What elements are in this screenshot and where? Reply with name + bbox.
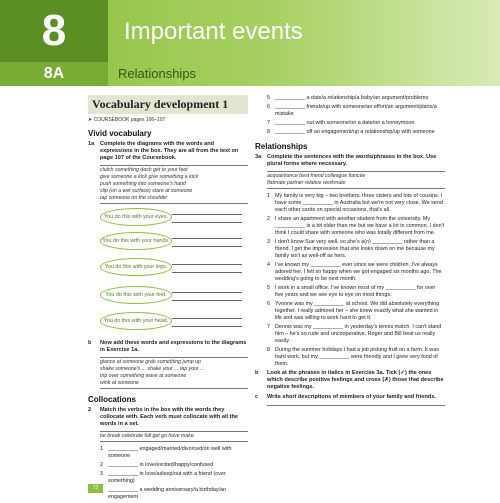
word-box-line: tap someone on the shoulder	[100, 195, 168, 201]
sentence-item	[267, 347, 445, 368]
item-text: __________ a wedding anniversary/a birthday/an engagement	[108, 487, 227, 500]
word-box-line: slip (on a wet surface) stare at someone	[100, 188, 193, 194]
question-number: b	[88, 340, 92, 346]
question-text: Write short descriptions of members of your family and friends.	[267, 394, 436, 400]
answer-line[interactable]	[172, 238, 242, 239]
vocabulary-development-title: Vocabulary development 1	[88, 95, 248, 114]
list-item	[267, 120, 445, 127]
question-text: Complete the sentences with the words/phrases in the box. Use plural forms where necessary.	[267, 154, 437, 167]
item-text: During the summer holidays I had a job picking fruit on a farm. It was hard work, but my __________ were friendly and I grew very fond of them.	[275, 347, 439, 367]
diagram-oval-legs: You do this with your legs.	[100, 258, 172, 276]
word-box-relationships	[267, 171, 445, 189]
diagram-oval-head: You do this with your head.	[100, 312, 172, 330]
question-number: 2	[88, 407, 92, 413]
item-number: 2	[267, 216, 270, 222]
item-number: 3	[100, 471, 103, 477]
item-text: Dennis was my __________ in yesterday's tennis match. I can't stand him – he's so rude and uncooperative. Roger and Bill beat us really easily.	[275, 324, 442, 344]
item-number: 7	[267, 120, 270, 126]
question-text: Now add these words and expressions to the diagrams in Exercise 1a.	[100, 340, 247, 353]
item-number: 5	[267, 285, 270, 291]
unit-title: Important events	[124, 18, 303, 45]
word-box-1	[100, 165, 248, 204]
answer-line[interactable]	[172, 326, 242, 327]
sentence-item	[267, 193, 445, 214]
word-box-line: clutch something dash get to your feet	[100, 167, 188, 173]
item-number: 6	[267, 301, 270, 307]
item-number: 4	[267, 262, 270, 268]
item-number: 1	[100, 446, 103, 452]
word-box-line: wink at someone	[100, 380, 139, 386]
sentence-item	[267, 216, 445, 237]
answer-line[interactable]	[172, 318, 242, 319]
list-item	[267, 129, 445, 136]
sentence-item	[267, 324, 445, 345]
item-number: 8	[267, 347, 270, 353]
collocations-heading: Collocations	[88, 395, 137, 404]
question-text: Look at the phrases in italics in Exercise 3a. Tick (✓) the ones which describe positive feelings and cross (✗) those that describe negative feelings.	[267, 370, 444, 390]
unit-number: 8	[0, 0, 108, 62]
sentence-item	[267, 239, 445, 260]
sentence-item	[267, 285, 445, 299]
item-number: 3	[267, 239, 270, 245]
list-item	[100, 487, 248, 501]
diagram-oval-hands: You do this with your hands.	[100, 232, 172, 250]
answer-line[interactable]	[172, 264, 242, 265]
vivid-vocabulary-heading: Vivid vocabulary	[88, 129, 152, 138]
question-number: 3a	[255, 154, 262, 160]
question-3b	[255, 370, 445, 391]
item-text: I don't know Sue very well, so she's a(n) __________ rather than a friend. I get the impression that she looks down on me because my family isn't as well-off as hers.	[275, 239, 435, 259]
question-2	[88, 407, 248, 428]
item-number: 7	[267, 324, 270, 330]
left-column	[88, 95, 248, 503]
item-number: 1	[267, 193, 270, 199]
item-number: 8	[267, 129, 270, 135]
word-box-line: acquaintance best friend colleague fiancée	[267, 173, 366, 179]
answer-line[interactable]	[172, 272, 242, 273]
question-number: 1a	[88, 141, 95, 147]
item-text: __________ in love/excited/happy/confused	[108, 462, 214, 468]
item-text: I've known my __________ ever since we were children. I've always adored her. I felt so happy when we got engaged six months ago. The wedding's going to be next month.	[275, 262, 442, 282]
item-text: __________ friends/up with someone/an effort/an argument/plans/a mistake	[275, 104, 437, 117]
item-text: __________ out with someone/on a date/on a honeymoon	[275, 120, 415, 126]
item-text: Yvonne was my __________ at school. We did absolutely everything together. I really admired her – she knew exactly what she wanted in life and was willing to work hard to get it.	[275, 301, 440, 321]
question-1a	[88, 141, 248, 162]
word-box-line: push something into someone's hand	[100, 181, 186, 187]
right-column	[255, 95, 445, 409]
item-text: __________ a date/a relationship/a baby/an argument/problems	[275, 95, 429, 101]
word-box-2	[100, 357, 248, 389]
word-box-line: glance at someone grab something jump up	[100, 359, 201, 365]
answer-line[interactable]	[172, 292, 242, 293]
item-text: I work in a small office. I've known most of my __________ for over five years and we see eye to eye on most things.	[275, 285, 436, 298]
list-item	[100, 446, 248, 460]
word-box-line: trip over something wave at someone	[100, 373, 187, 379]
diagrams	[100, 208, 248, 336]
word-box-line: shake someone's ... shake your ... tap your ...	[100, 366, 205, 372]
sentence-item	[267, 262, 445, 283]
answer-line[interactable]	[172, 246, 242, 247]
answer-line[interactable]	[172, 300, 242, 301]
item-text: __________ in love/asleep/out with a friend (over something)	[108, 471, 226, 484]
item-text: __________ off an engagement/up a relationship/up with someone	[275, 129, 435, 135]
item-text: __________ engaged/married/divorced/on well with someone	[108, 446, 232, 459]
question-3a	[255, 154, 445, 168]
list-item	[100, 462, 248, 469]
answer-line[interactable]	[172, 222, 242, 223]
item-number: 6	[267, 104, 270, 110]
relationships-heading: Relationships	[255, 142, 308, 151]
item-number: 5	[267, 95, 270, 101]
question-text: Match the verbs in the box with the words they collocate with. Each verb must collocate with all the words in a set.	[100, 407, 239, 427]
list-item	[267, 104, 445, 118]
sentence-item	[267, 301, 445, 322]
item-text: I share an apartment with another student from the university. My __________ is a bit older than me but we have a lot in common. I don't think I could share with someone who was totally different from me.	[275, 216, 445, 236]
question-text: Complete the diagrams with the words and expressions in the box. They are all from the text on page 107 of the Coursebook.	[100, 141, 239, 161]
diagram-oval-eyes: You do this with your eyes.	[100, 208, 172, 226]
question-3c	[255, 394, 445, 401]
unit-header	[0, 0, 500, 86]
answer-line[interactable]	[172, 214, 242, 215]
coursebook-ref-text: COURSEBOOK pages 106–107	[93, 117, 166, 123]
word-box-line: give someone a kick give something a kick	[100, 174, 199, 180]
word-box-line: flatmate partner relative workmate	[267, 180, 346, 186]
section-number: 8A	[0, 62, 108, 86]
question-number: c	[255, 394, 259, 400]
question-number: b	[255, 370, 259, 376]
coursebook-reference: ➤ COURSEBOOK pages 106–107	[88, 117, 166, 123]
item-text: My family is very big – two brothers, three sisters and lots of cousins. I have some __________ in Australia but we're not very close. We send each other cards on special occasions, that's all.	[275, 193, 443, 213]
question-1b	[88, 340, 248, 354]
answer-line[interactable]	[267, 405, 445, 406]
page-number: 72	[88, 484, 103, 493]
word-box-3: be break celebrate fall get go have make	[100, 431, 248, 442]
list-item	[267, 95, 445, 102]
diagram-oval-feet: You do this with your feet.	[100, 286, 172, 304]
list-item	[100, 471, 248, 485]
item-number: 2	[100, 462, 103, 468]
section-title: Relationships	[118, 66, 197, 81]
